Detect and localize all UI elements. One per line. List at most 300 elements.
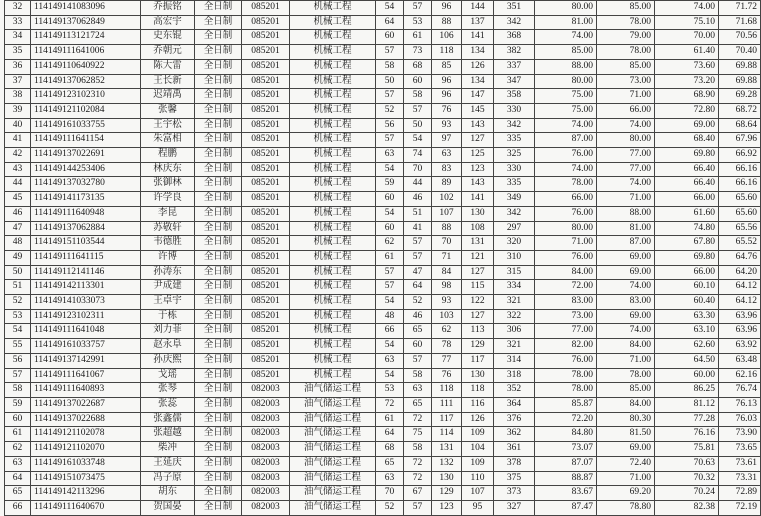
cell-subject-2: 126 (462, 59, 494, 74)
cell-foreign-language: 46 (404, 309, 432, 324)
cell-listening-score: 84.00 (597, 397, 655, 412)
cell-subject-1: 123 (432, 500, 462, 515)
cell-politics: 70 (376, 486, 404, 501)
cell-major-name: 机械工程 (290, 59, 376, 74)
cell-politics: 72 (376, 397, 404, 412)
cell-foreign-language: 54 (404, 133, 432, 148)
cell-initial-total: 368 (494, 30, 535, 45)
cell-seq: 43 (5, 162, 31, 177)
cell-subject-2: 109 (462, 456, 494, 471)
cell-weighted-score: 73.31 (719, 471, 761, 486)
cell-subject-1: 114 (432, 427, 462, 442)
cell-interview-score: 74.00 (535, 30, 597, 45)
cell-major-code: 085201 (242, 177, 290, 192)
cell-weighted-score: 76.74 (719, 383, 761, 398)
cell-initial-total: 320 (494, 236, 535, 251)
cell-politics: 63 (376, 353, 404, 368)
cell-name: 赵永阜 (141, 339, 195, 354)
table-row (5, 309, 761, 324)
cell-listening-score: 69.00 (597, 250, 655, 265)
cell-seq: 33 (5, 15, 31, 30)
cell-study-mode: 全日制 (195, 221, 242, 236)
cell-major-name: 机械工程 (290, 206, 376, 221)
cell-subject-2: 107 (462, 486, 494, 501)
cell-foreign-language: 57 (404, 103, 432, 118)
cell-interview-score: 85.87 (535, 397, 597, 412)
cell-interview-score: 78.00 (535, 368, 597, 383)
cell-major-name: 机械工程 (290, 295, 376, 310)
cell-exam-id: 114149111641006 (31, 45, 141, 60)
cell-subject-2: 134 (462, 45, 494, 60)
cell-major-code: 085201 (242, 74, 290, 89)
cell-listening-score: 71.00 (597, 471, 655, 486)
cell-weighted-score: 73.65 (719, 442, 761, 457)
cell-composite-score: 66.00 (655, 265, 719, 280)
cell-major-code: 085201 (242, 1, 290, 16)
cell-subject-2: 113 (462, 324, 494, 339)
cell-interview-score: 87.07 (535, 456, 597, 471)
cell-seq: 54 (5, 324, 31, 339)
cell-study-mode: 全日制 (195, 456, 242, 471)
cell-interview-score: 83.00 (535, 295, 597, 310)
cell-foreign-language: 46 (404, 192, 432, 207)
cell-subject-2: 121 (462, 250, 494, 265)
cell-initial-total: 352 (494, 383, 535, 398)
cell-politics: 68 (376, 442, 404, 457)
score-table (4, 0, 761, 516)
cell-composite-score: 70.24 (655, 486, 719, 501)
cell-listening-score: 74.00 (597, 118, 655, 133)
cell-weighted-score: 72.89 (719, 486, 761, 501)
cell-politics: 53 (376, 383, 404, 398)
cell-study-mode: 全日制 (195, 397, 242, 412)
cell-foreign-language: 61 (404, 30, 432, 45)
cell-study-mode: 全日制 (195, 236, 242, 251)
cell-name: 许学良 (141, 192, 195, 207)
cell-study-mode: 全日制 (195, 206, 242, 221)
cell-interview-score: 84.00 (535, 265, 597, 280)
cell-weighted-score: 68.64 (719, 118, 761, 133)
cell-composite-score: 76.16 (655, 427, 719, 442)
table-row (5, 456, 761, 471)
cell-foreign-language: 72 (404, 412, 432, 427)
cell-interview-score: 72.20 (535, 412, 597, 427)
cell-subject-1: 118 (432, 383, 462, 398)
cell-initial-total: 364 (494, 397, 535, 412)
cell-composite-score: 69.00 (655, 118, 719, 133)
cell-major-code: 085201 (242, 309, 290, 324)
cell-seq: 38 (5, 89, 31, 104)
cell-exam-id: 114149141173135 (31, 192, 141, 207)
cell-major-code: 082003 (242, 442, 290, 457)
cell-composite-score: 73.60 (655, 59, 719, 74)
cell-exam-id: 114149137142991 (31, 353, 141, 368)
cell-subject-1: 83 (432, 162, 462, 177)
cell-seq: 60 (5, 412, 31, 427)
table-row (5, 192, 761, 207)
cell-composite-score: 68.90 (655, 89, 719, 104)
cell-seq: 66 (5, 500, 31, 515)
cell-subject-1: 88 (432, 15, 462, 30)
cell-initial-total: 349 (494, 192, 535, 207)
cell-weighted-score: 65.60 (719, 192, 761, 207)
cell-study-mode: 全日制 (195, 162, 242, 177)
cell-interview-score: 81.00 (535, 15, 597, 30)
cell-composite-score: 69.80 (655, 250, 719, 265)
cell-subject-1: 103 (432, 309, 462, 324)
cell-politics: 54 (376, 368, 404, 383)
cell-name: 史东锟 (141, 30, 195, 45)
cell-weighted-score: 71.72 (719, 1, 761, 16)
cell-interview-score: 76.00 (535, 250, 597, 265)
cell-study-mode: 全日制 (195, 74, 242, 89)
cell-major-name: 机械工程 (290, 45, 376, 60)
cell-foreign-language: 58 (404, 442, 432, 457)
table-row (5, 118, 761, 133)
cell-initial-total: 306 (494, 324, 535, 339)
cell-listening-score: 85.00 (597, 383, 655, 398)
cell-name: 戈瑶 (141, 368, 195, 383)
cell-seq: 57 (5, 368, 31, 383)
table-row (5, 295, 761, 310)
cell-weighted-score: 69.88 (719, 74, 761, 89)
cell-major-name: 机械工程 (290, 118, 376, 133)
table-row (5, 177, 761, 192)
cell-subject-1: 111 (432, 397, 462, 412)
table-row (5, 383, 761, 398)
cell-subject-2: 143 (462, 118, 494, 133)
cell-politics: 54 (376, 339, 404, 354)
cell-major-code: 082003 (242, 471, 290, 486)
table-row (5, 471, 761, 486)
cell-interview-score: 84.80 (535, 427, 597, 442)
cell-name: 胡东 (141, 486, 195, 501)
cell-name: 高宏宇 (141, 15, 195, 30)
cell-foreign-language: 63 (404, 383, 432, 398)
cell-major-code: 085201 (242, 103, 290, 118)
table-row (5, 59, 761, 74)
cell-interview-score: 73.00 (535, 309, 597, 324)
cell-subject-2: 109 (462, 427, 494, 442)
cell-study-mode: 全日制 (195, 309, 242, 324)
cell-listening-score: 81.50 (597, 427, 655, 442)
cell-listening-score: 74.00 (597, 280, 655, 295)
cell-seq: 51 (5, 280, 31, 295)
cell-listening-score: 73.00 (597, 74, 655, 89)
cell-exam-id: 114149137032780 (31, 177, 141, 192)
cell-weighted-score: 73.90 (719, 427, 761, 442)
cell-subject-1: 130 (432, 471, 462, 486)
table-row (5, 206, 761, 221)
cell-subject-1: 71 (432, 250, 462, 265)
cell-foreign-language: 47 (404, 265, 432, 280)
cell-subject-2: 127 (462, 309, 494, 324)
cell-study-mode: 全日制 (195, 250, 242, 265)
cell-initial-total: 373 (494, 486, 535, 501)
cell-study-mode: 全日制 (195, 192, 242, 207)
cell-weighted-score: 67.96 (719, 133, 761, 148)
cell-listening-score: 78.00 (597, 15, 655, 30)
cell-weighted-score: 72.19 (719, 500, 761, 515)
cell-study-mode: 全日制 (195, 471, 242, 486)
cell-interview-score: 72.00 (535, 280, 597, 295)
cell-politics: 57 (376, 280, 404, 295)
cell-major-name: 机械工程 (290, 250, 376, 265)
cell-seq: 52 (5, 295, 31, 310)
cell-initial-total: 347 (494, 74, 535, 89)
cell-seq: 59 (5, 397, 31, 412)
cell-major-code: 085201 (242, 45, 290, 60)
cell-interview-score: 78.00 (535, 177, 597, 192)
cell-subject-2: 127 (462, 133, 494, 148)
cell-initial-total: 325 (494, 148, 535, 163)
table-row (5, 427, 761, 442)
cell-weighted-score: 63.96 (719, 309, 761, 324)
cell-major-name: 机械工程 (290, 133, 376, 148)
cell-politics: 60 (376, 30, 404, 45)
cell-study-mode: 全日制 (195, 133, 242, 148)
cell-seq: 42 (5, 148, 31, 163)
cell-interview-score: 76.00 (535, 353, 597, 368)
cell-major-name: 机械工程 (290, 1, 376, 16)
cell-major-code: 085201 (242, 162, 290, 177)
cell-weighted-score: 63.92 (719, 339, 761, 354)
cell-initial-total: 310 (494, 250, 535, 265)
cell-politics: 52 (376, 103, 404, 118)
cell-subject-1: 117 (432, 412, 462, 427)
cell-politics: 48 (376, 309, 404, 324)
cell-weighted-score: 65.56 (719, 221, 761, 236)
cell-major-code: 082003 (242, 383, 290, 398)
cell-composite-score: 63.30 (655, 309, 719, 324)
cell-study-mode: 全日制 (195, 1, 242, 16)
cell-exam-id: 114149137022691 (31, 148, 141, 163)
cell-foreign-language: 53 (404, 15, 432, 30)
cell-major-code: 085201 (242, 206, 290, 221)
cell-exam-id: 114149151103544 (31, 236, 141, 251)
cell-weighted-score: 76.03 (719, 412, 761, 427)
cell-name: 刘力菲 (141, 324, 195, 339)
cell-listening-score: 78.80 (597, 500, 655, 515)
cell-politics: 57 (376, 133, 404, 148)
cell-study-mode: 全日制 (195, 324, 242, 339)
cell-listening-score: 88.00 (597, 206, 655, 221)
cell-composite-score: 77.28 (655, 412, 719, 427)
table-row (5, 368, 761, 383)
cell-listening-score: 69.00 (597, 309, 655, 324)
cell-major-name: 机械工程 (290, 280, 376, 295)
cell-major-code: 082003 (242, 456, 290, 471)
cell-initial-total: 337 (494, 59, 535, 74)
cell-major-name: 机械工程 (290, 324, 376, 339)
cell-interview-score: 85.00 (535, 45, 597, 60)
table-row (5, 15, 761, 30)
cell-name: 张馨 (141, 103, 195, 118)
cell-major-code: 082003 (242, 486, 290, 501)
cell-composite-score: 62.60 (655, 339, 719, 354)
cell-politics: 65 (376, 456, 404, 471)
cell-major-name: 机械工程 (290, 103, 376, 118)
cell-foreign-language: 57 (404, 236, 432, 251)
cell-subject-1: 129 (432, 486, 462, 501)
cell-subject-2: 125 (462, 148, 494, 163)
cell-study-mode: 全日制 (195, 15, 242, 30)
cell-major-name: 油气储运工程 (290, 456, 376, 471)
cell-politics: 66 (376, 324, 404, 339)
cell-composite-score: 63.10 (655, 324, 719, 339)
table-row (5, 250, 761, 265)
cell-foreign-language: 50 (404, 118, 432, 133)
cell-major-code: 082003 (242, 397, 290, 412)
cell-foreign-language: 74 (404, 148, 432, 163)
cell-major-code: 085201 (242, 192, 290, 207)
cell-politics: 54 (376, 295, 404, 310)
cell-major-name: 机械工程 (290, 265, 376, 280)
cell-initial-total: 321 (494, 295, 535, 310)
cell-composite-score: 64.50 (655, 353, 719, 368)
table-row (5, 30, 761, 45)
cell-subject-1: 76 (432, 368, 462, 383)
cell-interview-score: 75.00 (535, 103, 597, 118)
cell-weighted-score: 76.13 (719, 397, 761, 412)
cell-name: 王宇松 (141, 118, 195, 133)
table-row (5, 236, 761, 251)
cell-name: 韦德胜 (141, 236, 195, 251)
cell-weighted-score: 65.60 (719, 206, 761, 221)
cell-listening-score: 78.00 (597, 368, 655, 383)
cell-politics: 56 (376, 118, 404, 133)
cell-initial-total: 378 (494, 456, 535, 471)
cell-weighted-score: 73.61 (719, 456, 761, 471)
cell-politics: 54 (376, 162, 404, 177)
cell-name: 张超越 (141, 427, 195, 442)
cell-initial-total: 342 (494, 206, 535, 221)
cell-subject-2: 118 (462, 383, 494, 398)
cell-major-code: 082003 (242, 427, 290, 442)
cell-subject-2: 123 (462, 162, 494, 177)
cell-seq: 44 (5, 177, 31, 192)
cell-initial-total: 342 (494, 118, 535, 133)
cell-initial-total: 342 (494, 15, 535, 30)
cell-subject-1: 70 (432, 236, 462, 251)
cell-subject-2: 122 (462, 295, 494, 310)
cell-weighted-score: 63.96 (719, 324, 761, 339)
cell-composite-score: 75.10 (655, 15, 719, 30)
cell-subject-1: 63 (432, 148, 462, 163)
cell-study-mode: 全日制 (195, 177, 242, 192)
cell-name: 贺国晏 (141, 500, 195, 515)
cell-exam-id: 114149111641154 (31, 133, 141, 148)
cell-major-code: 082003 (242, 412, 290, 427)
cell-listening-score: 81.00 (597, 221, 655, 236)
cell-major-name: 机械工程 (290, 339, 376, 354)
cell-foreign-language: 68 (404, 59, 432, 74)
cell-major-code: 085201 (242, 89, 290, 104)
cell-seq: 36 (5, 59, 31, 74)
cell-listening-score: 85.00 (597, 59, 655, 74)
cell-major-name: 机械工程 (290, 309, 376, 324)
cell-exam-id: 114149137062849 (31, 15, 141, 30)
cell-interview-score: 74.00 (535, 118, 597, 133)
cell-listening-score: 80.00 (597, 133, 655, 148)
cell-major-name: 油气储运工程 (290, 500, 376, 515)
cell-subject-1: 89 (432, 177, 462, 192)
cell-weighted-score: 62.16 (719, 368, 761, 383)
cell-major-name: 油气储运工程 (290, 383, 376, 398)
cell-study-mode: 全日制 (195, 45, 242, 60)
cell-weighted-score: 63.48 (719, 353, 761, 368)
cell-composite-score: 67.80 (655, 236, 719, 251)
cell-exam-id: 114149161033748 (31, 456, 141, 471)
cell-initial-total: 335 (494, 133, 535, 148)
cell-name: 于栋 (141, 309, 195, 324)
cell-seq: 49 (5, 250, 31, 265)
cell-politics: 61 (376, 412, 404, 427)
cell-major-name: 机械工程 (290, 74, 376, 89)
cell-foreign-language: 64 (404, 280, 432, 295)
table-row (5, 265, 761, 280)
cell-politics: 54 (376, 1, 404, 16)
cell-major-code: 085201 (242, 236, 290, 251)
cell-weighted-score: 65.52 (719, 236, 761, 251)
cell-study-mode: 全日制 (195, 118, 242, 133)
cell-seq: 37 (5, 74, 31, 89)
cell-name: 林庆东 (141, 162, 195, 177)
cell-listening-score: 74.00 (597, 177, 655, 192)
cell-listening-score: 74.00 (597, 324, 655, 339)
cell-study-mode: 全日制 (195, 265, 242, 280)
cell-subject-1: 118 (432, 45, 462, 60)
cell-interview-score: 88.00 (535, 59, 597, 74)
table-row (5, 162, 761, 177)
cell-subject-2: 104 (462, 442, 494, 457)
cell-study-mode: 全日制 (195, 500, 242, 515)
cell-listening-score: 83.00 (597, 295, 655, 310)
cell-foreign-language: 57 (404, 1, 432, 16)
cell-subject-2: 131 (462, 236, 494, 251)
cell-listening-score: 84.00 (597, 339, 655, 354)
cell-exam-id: 114149113121724 (31, 30, 141, 45)
cell-listening-score: 71.00 (597, 89, 655, 104)
cell-composite-score: 74.80 (655, 221, 719, 236)
cell-politics: 50 (376, 74, 404, 89)
cell-composite-score: 68.40 (655, 133, 719, 148)
table-row (5, 486, 761, 501)
cell-exam-id: 114149121102070 (31, 442, 141, 457)
cell-name: 冯子原 (141, 471, 195, 486)
cell-exam-id: 114149121102078 (31, 427, 141, 442)
cell-initial-total: 382 (494, 45, 535, 60)
cell-major-name: 机械工程 (290, 30, 376, 45)
cell-listening-score: 77.00 (597, 162, 655, 177)
cell-study-mode: 全日制 (195, 412, 242, 427)
cell-subject-1: 98 (432, 280, 462, 295)
cell-composite-score: 60.10 (655, 280, 719, 295)
cell-major-name: 油气储运工程 (290, 442, 376, 457)
cell-foreign-language: 65 (404, 324, 432, 339)
cell-name: 许博 (141, 250, 195, 265)
cell-weighted-score: 66.92 (719, 148, 761, 163)
cell-foreign-language: 41 (404, 221, 432, 236)
cell-subject-1: 77 (432, 353, 462, 368)
cell-subject-1: 106 (432, 30, 462, 45)
cell-study-mode: 全日制 (195, 383, 242, 398)
cell-politics: 63 (376, 471, 404, 486)
cell-major-code: 085201 (242, 118, 290, 133)
cell-name: 柴冲 (141, 442, 195, 457)
cell-composite-score: 74.00 (655, 1, 719, 16)
cell-subject-1: 132 (432, 456, 462, 471)
